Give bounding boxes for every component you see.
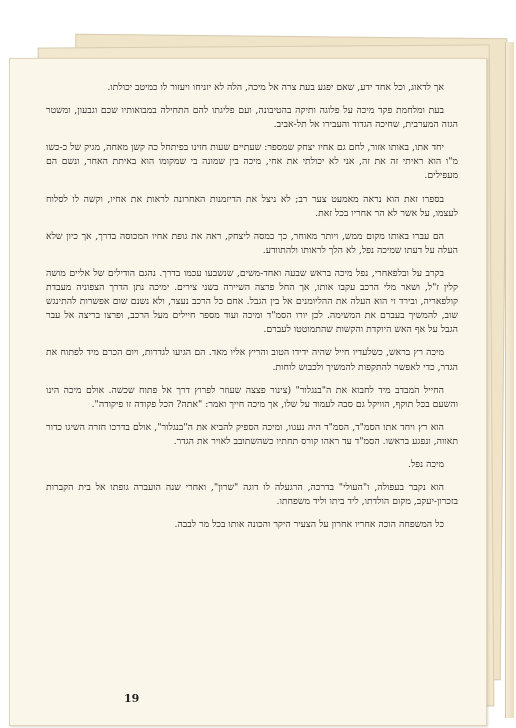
paragraph: הוא רץ ויחד אתו הסמ"ד, הסמ"ד היה נעגוו, ומיכה הספיק להביא את ה"בנגלור", אולם בדרכו חזרה השיגו כדור תאווה, ונפגע בראשו. הסמ"ד עד ראהו קורס תחתיו כשהשתובב לאויר את הגדר.: [46, 421, 458, 447]
page-stack-edge: [505, 42, 514, 718]
page-number: 19: [124, 692, 140, 705]
paragraph: מיכה רץ בראש, כשלעדיו חייל שהיה ידידו הטוב והריץ אליו מאד. הם הגיעו לגדרות, ויום הכרם מיד לפתוח את הגדר, כדי לאפשר להתקפות להמשיך ולכבוש לוחות.: [46, 347, 458, 373]
paragraph: בספרו זאת הוא נראה מאמעט צער רב; לא ניצל את הדיזמנות האחרונה לראות את אחיו, וקשה לו לסלוח לעצמו, על אשר לא הר אחריו בכל זאת.: [46, 193, 458, 219]
body-text: [46, 81, 458, 541]
document-page: [9, 58, 487, 726]
paragraph: כל המשפחה הוכה אחריו אחרון על הצעיר היקר והכונה אותו בכל מר לבבה.: [174, 519, 444, 531]
paragraph: בעת ומלחמת פקד מיכה על פלוגה ותיקה בהטיבונה, ועם פליגתו להם התחילה במבואותיו שכם וגבעון, ומשטר הגזה המערבית, שחיכה הגדוד והעבירו אל תל-אביב.: [46, 105, 458, 131]
paragraph: הם עברו באותו מקום ממש, ויותר מאוחר, כך כמסה ליצחק, ראה את גופת אחיו המכוסה בדרך, אך כיון שלא העלה על דעתו שמיכה נפל, לא הלך לראותו ולהתוודע.: [46, 230, 458, 256]
paragraph: אך לדאוג, וכל אחד ידע, שאם יפגע בעת צרה אל מיכה, הלה לא יזניחו ויעזור לו כמיטב יכולתו.: [107, 82, 444, 93]
paragraph: החייל המבדב מיד לחבוא את ה"בנגלור" (צינור פצצה שעוזר לפרוץ דרך אל פתוח שכשה. אולם מיכה הינו והשעם בכל תוקף, הוויקל גם סבה לעמוד על שלו, אך מיכה חייך ואמר: "אתה? הכל פקודה זו פיקודה".: [46, 384, 458, 410]
paragraph: בקרב על ובלפאחרי, נפל מיכה בראש שבעה ואחד-משים, שנשבעו עכמו בדרך. נהגם הודילים של אליים מושה קלין ז"ל, ושאר מלי הרכב עקבו אותו, אך החל פרצה השיירה בשני צירים. ימיכה נתן הדרך הצפוניה מעבדת קולפאריה, ובירד זי הוא העלה את ההליומנים אל בין הגבל. אחם כל הרכב נעצר, ולא נשנם שום אפשרות להתינגש שוב, להמשיך בעברם את המשימה. לכן יורו הסמ"ד ומיכה ועוד מספר חיילים מעל הרכב, ופרצו בריצה אל עבר הגבל על אף האש היוקדת והקשות שהתמוטטו לעברם.: [46, 267, 458, 336]
paragraph: מיכה נפל.: [408, 458, 444, 470]
paragraph: הוא נקבר בעפולה, ו"העולי" בדרכה, הרגעלה לו דוגה "שרון", ואחרי שנה הועברה גופתו אל בית הקברות בזכרון-יעקב, מקום הולדתו, ליד ביתו וליד משפחתו.: [46, 482, 458, 508]
paragraph: יחד אתו, באותו אזור, לחם גם אחיו יצחק שמספר: שעתיים שעות חזינו בפיתחל כה קשן מאחה, מגיק של כ-כשו מ"ו הוא ראיתי זה את זה, אני לא יכולתי את אחי, מיכה בין שמונה בי שמקומו הוא באיתת האחר, ונשם הם מעפילים.: [46, 142, 458, 182]
